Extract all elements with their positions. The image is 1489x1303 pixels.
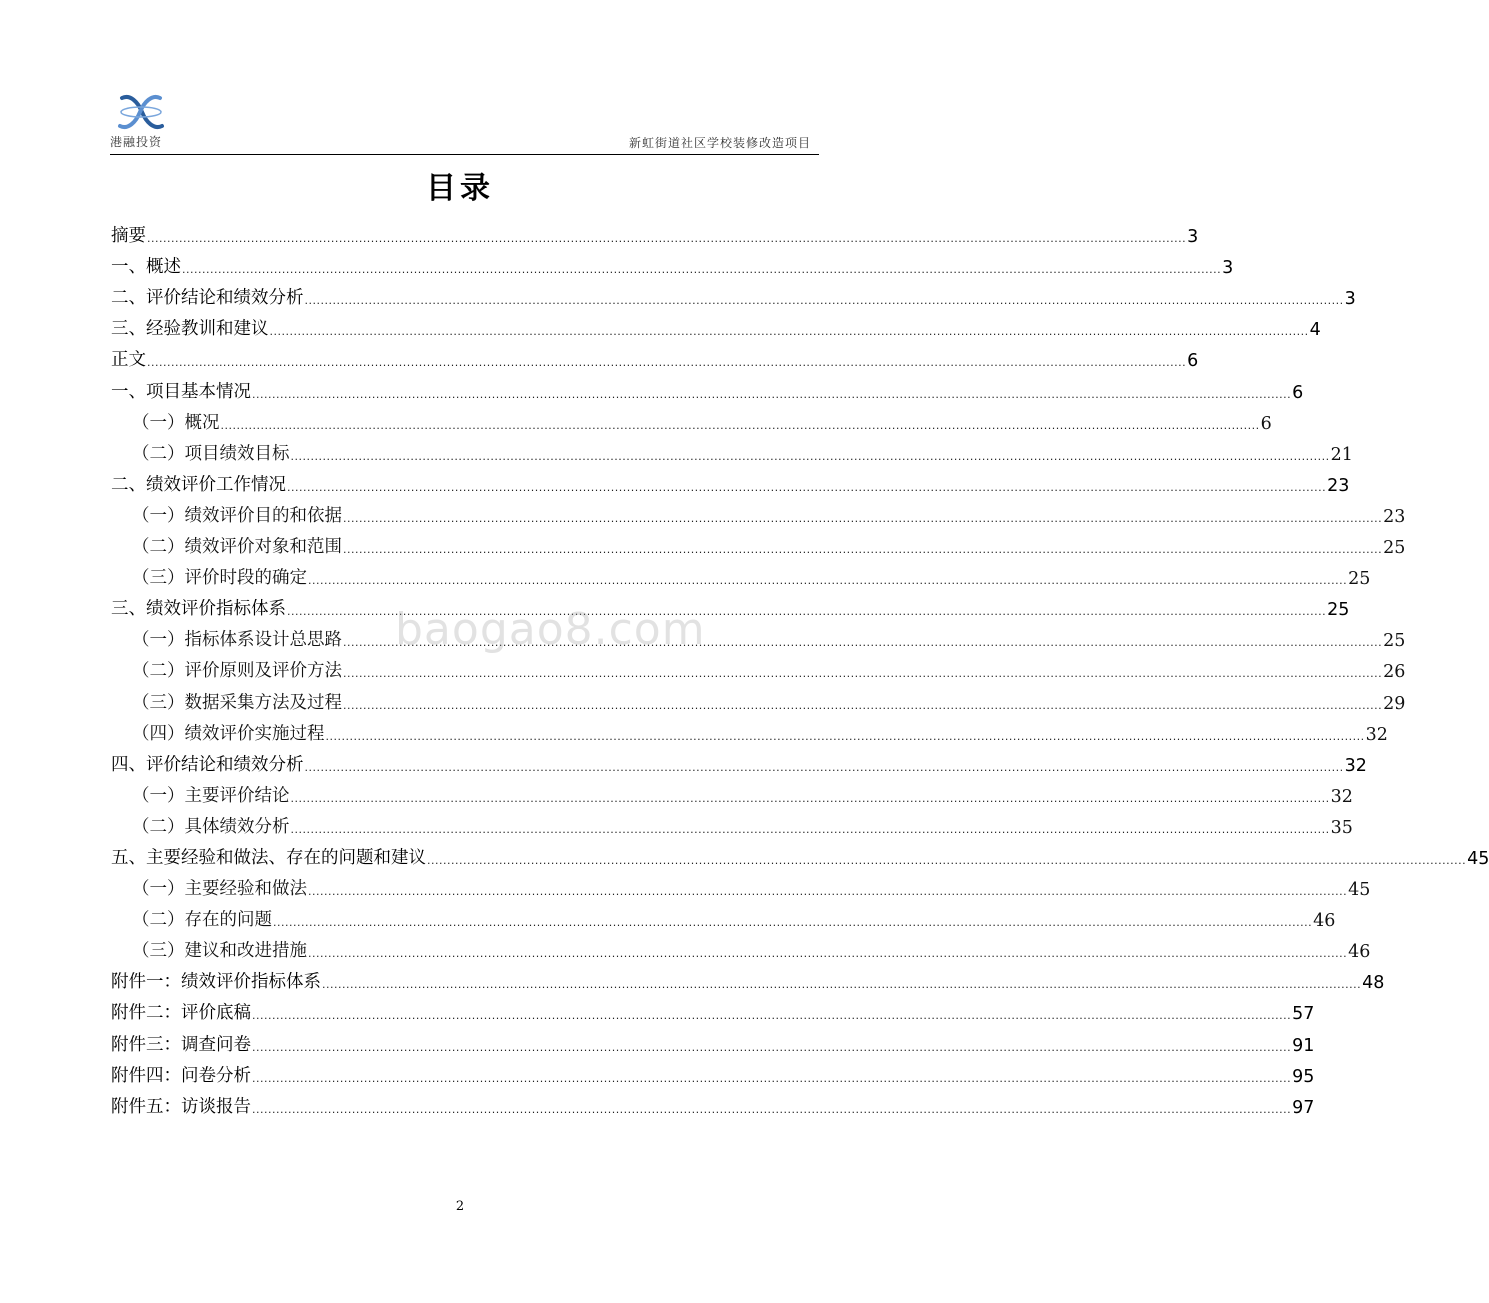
toc-entry-label: （三）数据采集方法及过程 (132, 692, 342, 713)
toc-entry-page: 95 (1292, 1066, 1315, 1087)
toc-entry-label: 一、项目基本情况 (111, 381, 251, 402)
toc-dot-leader: .................................................................................................................................................................................................................................................................... (308, 574, 1348, 588)
toc-entry-label: 一、概述 (111, 257, 181, 278)
toc-entry[interactable] (111, 1027, 1315, 1058)
toc-entry-page: 23 (1383, 506, 1406, 527)
toc-entry-page: 25 (1383, 631, 1406, 652)
toc-dot-leader: .................................................................................................................................................................................................................................................................... (182, 263, 1222, 277)
toc-dot-leader: .................................................................................................................................................................................................................................................................... (308, 947, 1348, 961)
toc-dot-leader: .................................................................................................................................................................................................................................................................... (269, 325, 1309, 339)
toc-entry-page: 35 (1330, 817, 1353, 838)
page-number: 2 (455, 1199, 465, 1214)
toc-entry-label: （二）评价原则及评价方法 (132, 661, 342, 682)
project-name: 新虹街道社区学校装修改造项目 (628, 136, 811, 150)
toc-entry[interactable] (111, 841, 1489, 872)
toc-entry-page: 21 (1330, 444, 1353, 465)
toc-entry-label: （一）主要评价结论 (132, 785, 290, 806)
toc-dot-leader: .................................................................................................................................................................................................................................................................... (290, 822, 1330, 836)
toc-dot-leader: .................................................................................................................................................................................................................................................................... (427, 853, 1467, 867)
toc-entry[interactable] (111, 343, 1199, 374)
toc-entry-label: 附件三：调查问卷 (111, 1034, 251, 1055)
toc-entry[interactable] (111, 499, 1406, 530)
toc-entry-page: 45 (1467, 848, 1489, 869)
toc-entry-page: 4 (1309, 320, 1321, 341)
toc-entry-page: 32 (1344, 755, 1367, 776)
toc-entry-label: （二）绩效评价对象和范围 (132, 537, 342, 558)
toc-entry-page: 6 (1260, 413, 1272, 434)
toc-entry[interactable] (111, 717, 1388, 748)
toc-dot-leader: .................................................................................................................................................................................................................................................................... (273, 916, 1313, 930)
toc-dot-leader: .................................................................................................................................................................................................................................................................... (252, 1071, 1292, 1085)
toc-entry[interactable] (111, 779, 1353, 810)
toc-entry-page: 26 (1383, 662, 1406, 683)
toc-dot-leader: .................................................................................................................................................................................................................................................................... (220, 418, 1260, 432)
toc-dot-leader: .................................................................................................................................................................................................................................................................... (290, 449, 1330, 463)
toc-entry[interactable] (111, 281, 1356, 312)
toc-entry-page: 97 (1292, 1097, 1315, 1118)
toc-dot-leader: .................................................................................................................................................................................................................................................................... (343, 698, 1383, 712)
table-of-contents (111, 219, 1489, 1121)
toc-entry-page: 3 (1187, 227, 1199, 248)
toc-entry[interactable] (111, 996, 1315, 1027)
toc-entry-page: 32 (1365, 724, 1388, 745)
toc-entry-page: 3 (1344, 289, 1356, 310)
toc-entry[interactable] (111, 1090, 1315, 1121)
toc-entry-page: 3 (1222, 258, 1234, 279)
toc-entry[interactable] (111, 965, 1385, 996)
toc-entry[interactable] (111, 250, 1234, 281)
toc-dot-leader: .................................................................................................................................................................................................................................................................... (343, 667, 1383, 681)
toc-entry-page: 6 (1187, 351, 1199, 372)
toc-entry-label: （三）评价时段的确定 (132, 568, 307, 589)
toc-entry-label: （一）主要经验和做法 (132, 879, 307, 900)
toc-entry-page: 46 (1348, 942, 1371, 963)
toc-entry-label: 摘要 (111, 226, 146, 247)
toc-entry-label: 二、评价结论和绩效分析 (111, 288, 304, 309)
toc-dot-leader: .................................................................................................................................................................................................................................................................... (308, 885, 1348, 899)
toc-dot-leader: .................................................................................................................................................................................................................................................................... (343, 636, 1383, 650)
company-name: 港融投资 (110, 135, 163, 149)
toc-dot-leader: .................................................................................................................................................................................................................................................................... (252, 1009, 1292, 1023)
toc-entry-page: 29 (1383, 693, 1406, 714)
toc-entry-label: （四）绩效评价实施过程 (132, 723, 325, 744)
toc-entry[interactable] (111, 406, 1272, 437)
toc-dot-leader: .................................................................................................................................................................................................................................................................... (322, 978, 1362, 992)
toc-entry[interactable] (111, 374, 1304, 405)
toc-entry[interactable] (111, 654, 1406, 685)
toc-entry-label: 三、经验教训和建议 (111, 319, 269, 340)
toc-entry[interactable] (111, 468, 1350, 499)
toc-entry[interactable] (111, 934, 1371, 965)
toc-dot-leader: .................................................................................................................................................................................................................................................................... (252, 1040, 1292, 1054)
toc-entry-page: 25 (1383, 538, 1406, 559)
toc-dot-leader: .................................................................................................................................................................................................................................................................... (252, 387, 1292, 401)
toc-entry-page: 57 (1292, 1004, 1315, 1025)
toc-dot-leader: .................................................................................................................................................................................................................................................................... (304, 760, 1344, 774)
toc-entry-page: 6 (1292, 382, 1304, 403)
watermark: baogao8.com (395, 604, 706, 655)
toc-entry-page: 25 (1348, 569, 1371, 590)
toc-entry[interactable] (111, 748, 1367, 779)
toc-entry-label: （一）指标体系设计总思路 (132, 630, 342, 651)
toc-entry[interactable] (111, 530, 1406, 561)
toc-entry-page: 91 (1292, 1035, 1315, 1056)
page-header (110, 92, 819, 155)
toc-entry-page: 48 (1362, 973, 1385, 994)
toc-dot-leader: .................................................................................................................................................................................................................................................................... (287, 605, 1327, 619)
toc-entry-label: 附件一：绩效评价指标体系 (111, 972, 321, 993)
toc-dot-leader: .................................................................................................................................................................................................................................................................... (304, 294, 1344, 308)
toc-entry[interactable] (111, 685, 1406, 716)
toc-entry-label: （二）存在的问题 (132, 910, 272, 931)
toc-entry-label: 二、绩效评价工作情况 (111, 474, 286, 495)
toc-entry-label: 五、主要经验和做法、存在的问题和建议 (111, 847, 426, 868)
toc-entry-label: 附件二：评价底稿 (111, 1003, 251, 1024)
toc-dot-leader: .................................................................................................................................................................................................................................................................... (147, 356, 1187, 370)
toc-dot-leader: .................................................................................................................................................................................................................................................................... (147, 232, 1187, 246)
toc-entry-label: （一）概况 (132, 412, 220, 433)
toc-entry[interactable] (111, 810, 1353, 841)
toc-entry-label: 附件五：访谈报告 (111, 1096, 251, 1117)
toc-entry-page: 32 (1330, 786, 1353, 807)
toc-entry-label: （一）绩效评价目的和依据 (132, 505, 342, 526)
toc-entry-label: 三、绩效评价指标体系 (111, 599, 286, 620)
toc-dot-leader: .................................................................................................................................................................................................................................................................... (290, 791, 1330, 805)
toc-entry[interactable] (111, 1059, 1315, 1090)
toc-dot-leader: .................................................................................................................................................................................................................................................................... (252, 1102, 1292, 1116)
toc-entry-label: 附件四：问卷分析 (111, 1065, 251, 1086)
toc-entry-label: 正文 (111, 350, 146, 371)
toc-entry-label: 四、评价结论和绩效分析 (111, 754, 304, 775)
toc-entry-page: 46 (1313, 911, 1336, 932)
toc-entry-page: 45 (1348, 880, 1371, 901)
company-logo-icon (116, 92, 166, 134)
toc-entry[interactable] (111, 903, 1336, 934)
toc-dot-leader: .................................................................................................................................................................................................................................................................... (325, 729, 1365, 743)
toc-dot-leader: .................................................................................................................................................................................................................................................................... (287, 480, 1327, 494)
toc-entry-page: 25 (1327, 600, 1350, 621)
toc-entry[interactable] (111, 312, 1321, 343)
toc-dot-leader: .................................................................................................................................................................................................................................................................... (343, 511, 1383, 525)
toc-entry-label: （三）建议和改进措施 (132, 941, 307, 962)
toc-entry-label: （二）具体绩效分析 (132, 816, 290, 837)
toc-entry-page: 23 (1327, 475, 1350, 496)
toc-dot-leader: .................................................................................................................................................................................................................................................................... (343, 543, 1383, 557)
toc-entry[interactable] (111, 437, 1353, 468)
page-title: 目录 (426, 171, 494, 206)
toc-entry[interactable] (111, 219, 1199, 250)
toc-entry-label: （二）项目绩效目标 (132, 443, 290, 464)
toc-entry[interactable] (111, 561, 1371, 592)
toc-entry[interactable] (111, 872, 1371, 903)
